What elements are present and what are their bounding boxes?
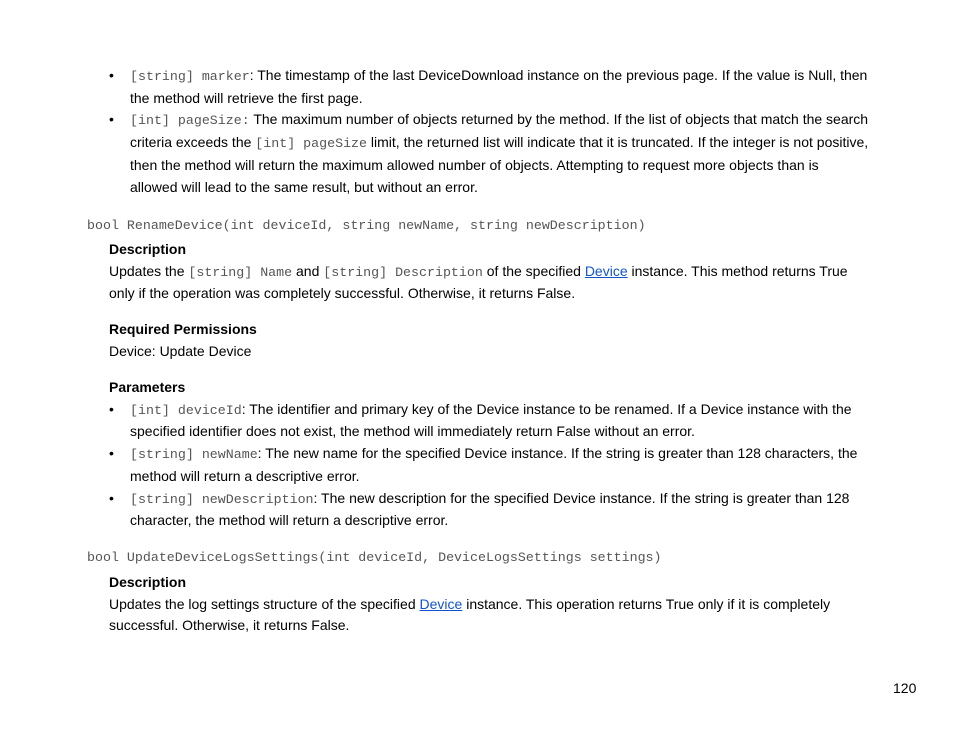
param-text: : The new name for the specified Device instance. If the string is greater than 128 characters, the method will return a descriptive error. [130,445,858,484]
device-link[interactable]: Device [419,595,463,612]
param-code-inline: [int] pageSize [255,136,368,152]
bullet-icon: • [109,489,114,506]
rename-description-section [109,239,869,305]
section-heading: Required Permissions [109,321,257,337]
parameter-list [109,399,869,532]
section-heading: Parameters [109,379,186,395]
rename-permissions-section [109,319,869,362]
method-signature-rename-device: bool RenameDevice(int deviceId, string newName, string newDescription) [87,218,646,233]
param-text: : The timestamp of the last DeviceDownload instance on the previous page. If the value is Null, then the method will retrieve the first page. [130,67,868,106]
param-text: : The new description for the specified Device instance. If the string is greater than 128 character, the method will return a descriptive error. [130,489,850,529]
list-item [109,488,869,532]
inline-code: [string] Description [323,264,483,280]
rename-parameters-section [109,377,869,532]
description-text: Updates the [string] Name and [string] Description of the specified Device instance. This method returns True only if the operation was completely successful. Otherwise, it returns False. [109,262,848,302]
bullet-icon: • [109,445,114,462]
section-heading: Description [109,574,187,590]
method-signature-update-device-logs-settings: bool UpdateDeviceLogsSettings(int deviceId, DeviceLogsSettings settings) [87,550,662,565]
device-link[interactable]: Device [584,262,628,279]
param-code: [int] deviceId [130,402,242,418]
list-item [109,109,869,198]
param-code: [string] marker [130,69,250,84]
section-heading: Description [109,241,187,257]
bullet-icon: • [109,111,114,128]
top-parameter-list [109,65,869,198]
list-item [109,65,869,109]
update-logs-description-section [109,572,869,637]
param-text: : The identifier and primary key of the Device instance to be renamed. If a Device instance with the specified identifier does not exist, the method will immediately return False without an error. [130,400,852,440]
page-number: 120 [893,680,917,696]
list-item [109,443,869,487]
inline-code: [string] Name [188,264,293,280]
param-text: The maximum number of objects returned by the method. If the list of objects that match the search criteria exceeds the [130,111,869,151]
param-code: [int] pageSize: [130,113,250,129]
list-item [109,399,869,443]
param-code: [string] newName [130,447,258,463]
param-text: limit, the returned list will indicate that it is truncated. If the integer is not positive, then the method will return the maximum allowed number of objects. Attempting to request more objects than is allowed will lead to the same result, but without an error. [130,134,869,195]
bullet-icon: • [109,400,114,417]
description-text: Updates the log settings structure of the specified Device instance. This operation returns True only if it is completely successful. Otherwise, it returns False. [109,595,831,634]
permissions-text: Device: Update Device [109,342,252,359]
param-code: [string] newDescription [130,491,314,507]
bullet-icon: • [109,67,114,83]
